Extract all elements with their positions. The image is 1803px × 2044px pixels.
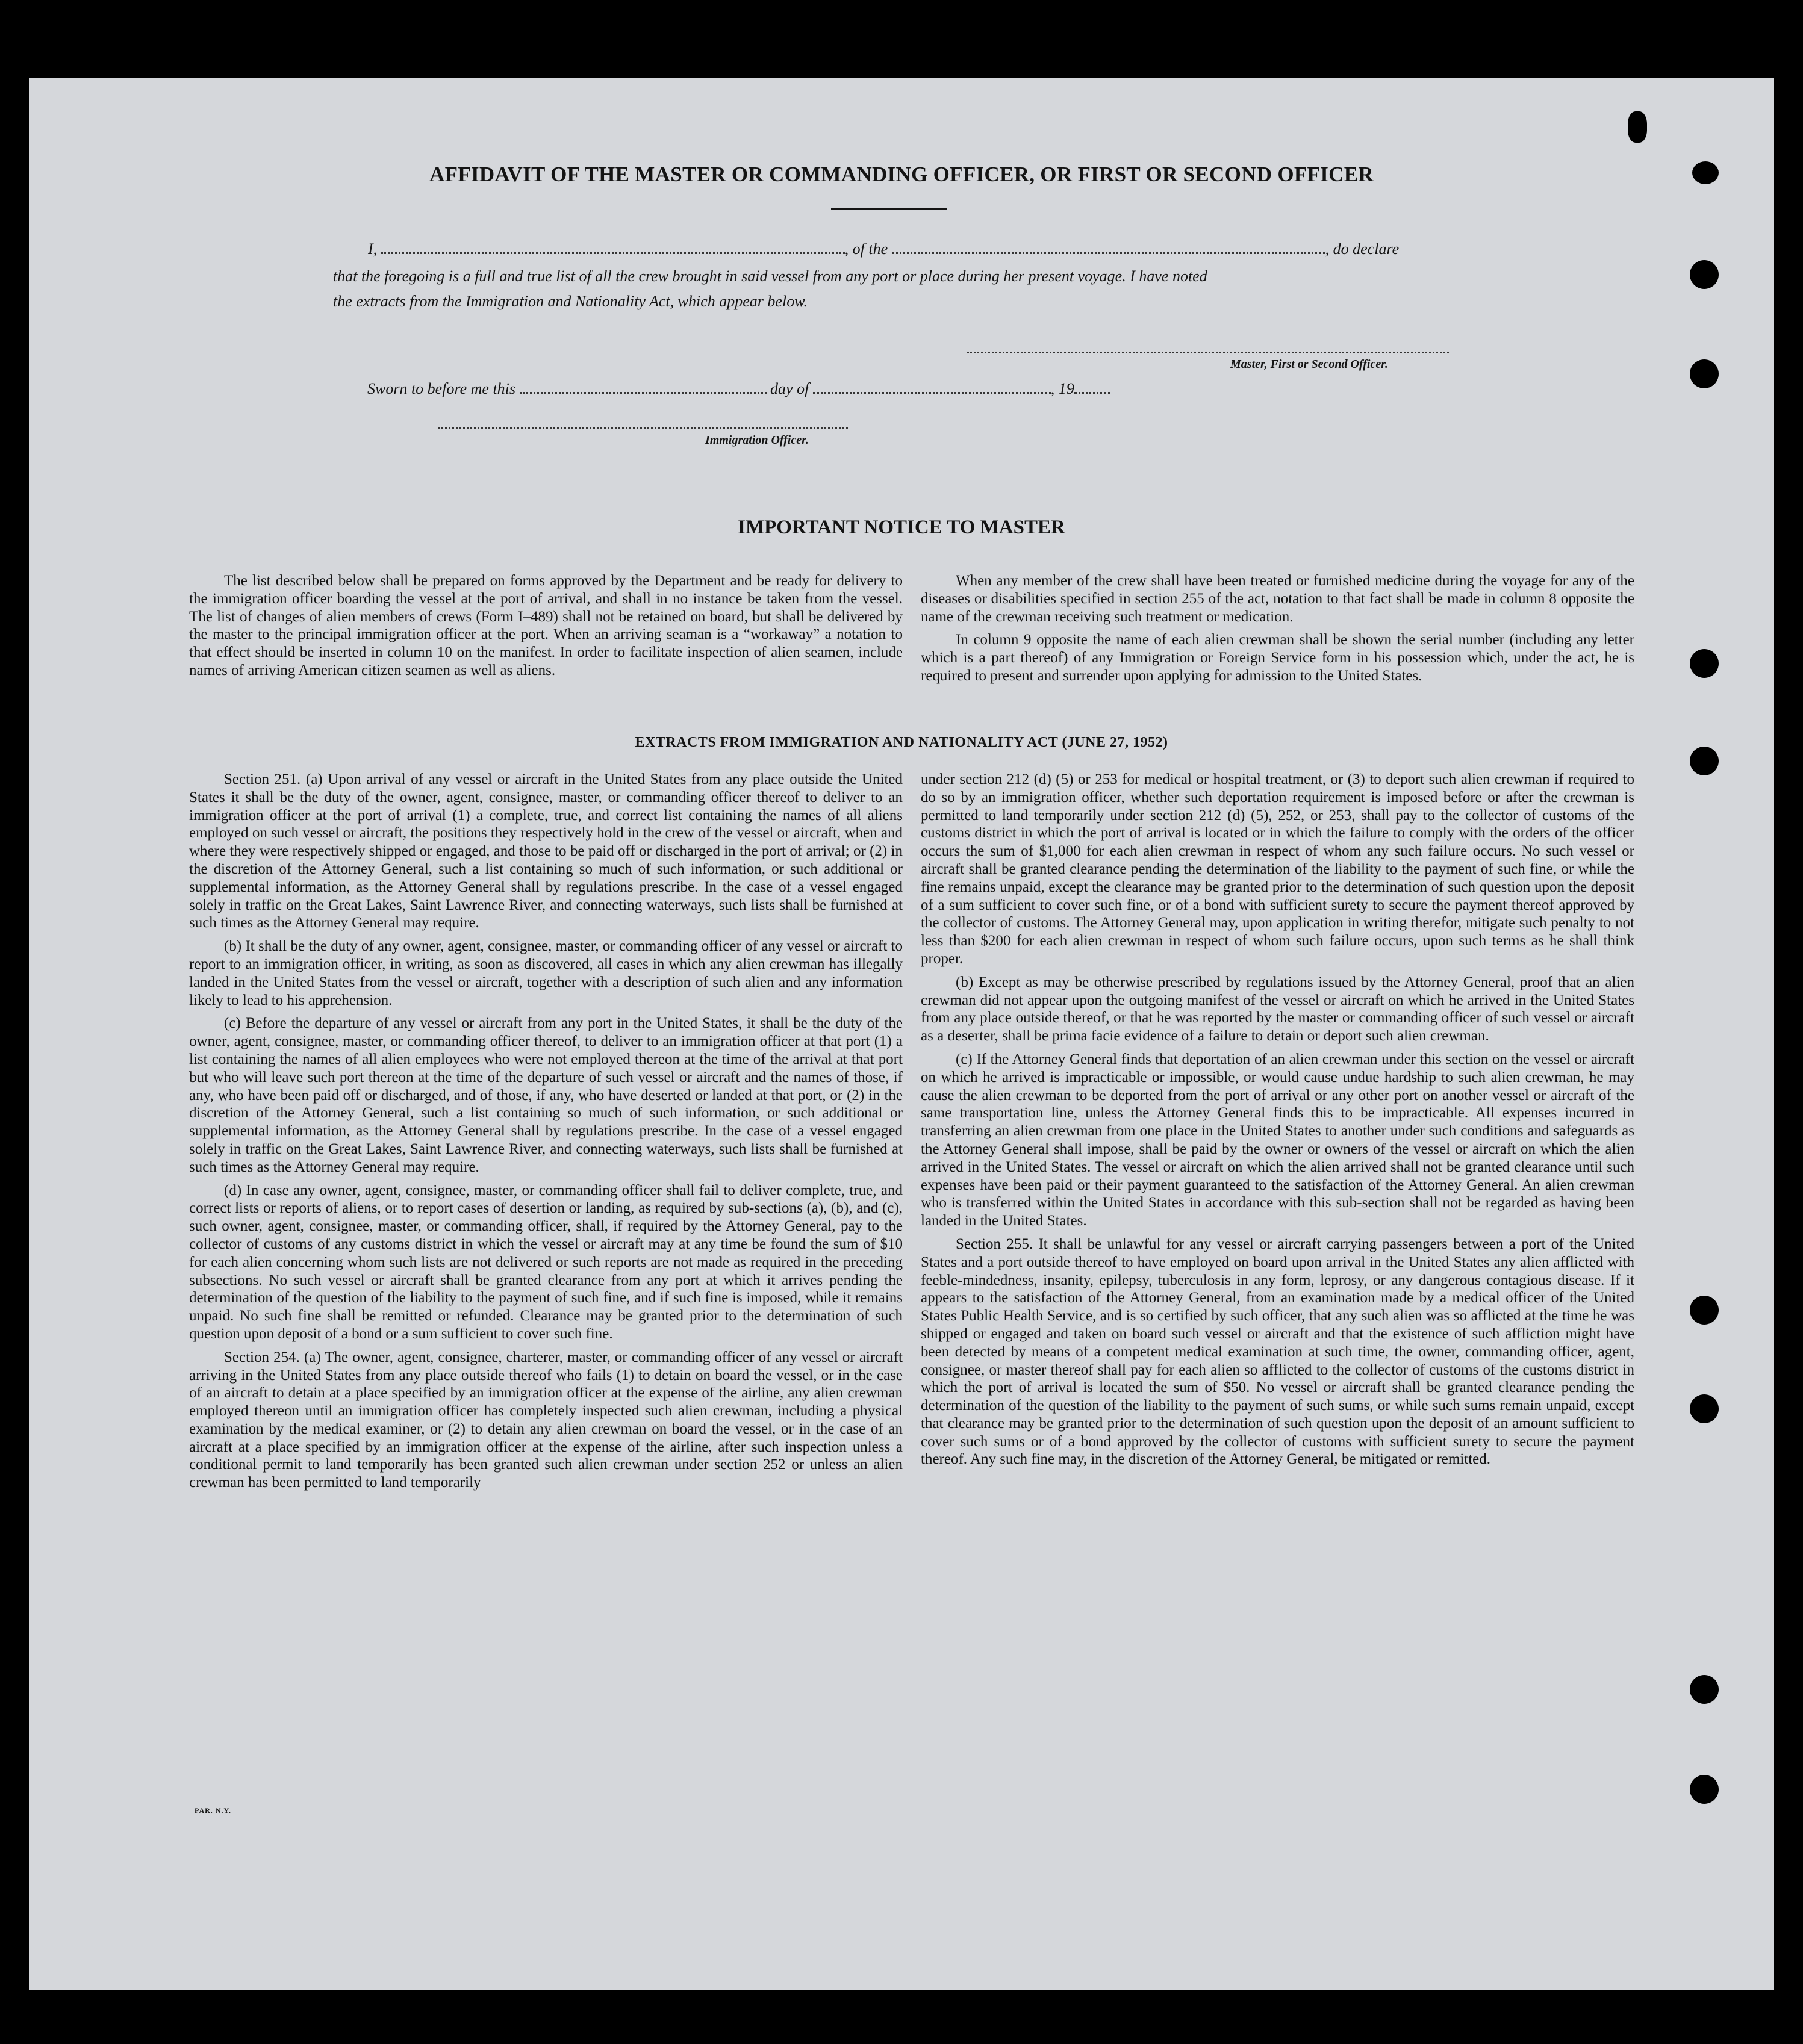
notice-right-paragraph-2: In column 9 opposite the name of each alien crewman shall be shown the serial number (including any letter which is a part thereof) of any Immigration or Foreign Service form in his possession which, under the act, he is required to present and surrender upon applying for admission to the United States. bbox=[921, 632, 1634, 684]
punch-hole bbox=[1690, 649, 1719, 678]
vessel-blank[interactable] bbox=[892, 252, 1325, 254]
notice-title: IMPORTANT NOTICE TO MASTER bbox=[738, 517, 1065, 538]
sworn-year: , 19 bbox=[1050, 380, 1074, 397]
punch-hole bbox=[1690, 1394, 1719, 1423]
notice-left-column bbox=[189, 572, 903, 685]
declaration-line-1 bbox=[368, 236, 1399, 262]
punch-hole bbox=[1690, 747, 1719, 775]
declaration-of-the: , of the bbox=[844, 240, 888, 258]
officer-signature-line[interactable] bbox=[438, 427, 848, 429]
sworn-day-blank[interactable] bbox=[520, 391, 767, 394]
extracts-right-column bbox=[921, 771, 1634, 1474]
section-254a: Section 254. (a) The owner, agent, consignee, charterer, master, or commanding officer of any vessel or aircraft arriving in the United States from any place outside thereof who fails (1) to detain on board the vessel, or in the case of an aircraft to detain at a place specified by an immigration officer at the expense of the airline, any alien crewman employed thereon until an immigration officer has completely inspected such alien crewman, including a physical examination by the medical examiner, or (2) to detain any alien crewman on board the vessel, or in the case of an aircraft at a place specified by an immigration officer at the expense of the airline, after such inspection unless a conditional permit to land temporarily has been granted such alien crewman under section 252 or unless an alien crewman has been permitted to land temporarily bbox=[189, 1349, 903, 1491]
section-251d: (d) In case any owner, agent, consignee, master, or commanding officer shall fail to deliver complete, true, and correct lists or reports of aliens, or to report cases of desertion or landing, as required by sub-sections (a), (b), and (c), such owner, agent, consignee, master, or commanding officer, shall, if required by the Attorney General, pay to the collector of customs of any customs district in which the vessel or aircraft may at any time be found the sum of $10 for each alien concerning whom such lists are not delivered or such reports are not made as required in the preceding subsections. No such vessel or aircraft shall be granted clearance from any port at which it arrives pending the determination of the question of the liability to the payment of such fine, and if such fine is imposed, while it remains unpaid. No such fine shall be remitted or refunded. Clearance may be granted prior to the determination of such question upon deposit of a bond or a sum sufficient to cover such fine. bbox=[189, 1182, 903, 1342]
section-254b: (b) Except as may be otherwise prescribed by regulations issued by the Attorney General, proof that an alien crewman did not appear upon the outgoing manifest of the vessel or aircraft on which he arrived in the United States from any place outside thereof, or that he was reported by the master or commanding officer of such vessel or aircraft as a deserter, shall be prima facie evidence of a failure to detain or deport such alien crewman. bbox=[921, 974, 1634, 1045]
sworn-month-blank[interactable] bbox=[813, 391, 1051, 394]
officer-signature-label: Immigration Officer. bbox=[705, 433, 809, 447]
section-254c: (c) If the Attorney General finds that deportation of an alien crewman under this section on the vessel or aircraft on which he arrived is impracticable or impossible, or would cause undue hardship to such alien crewman, he may cause the alien crewman to be deported from the port of arrival or any other port on another vessel or aircraft of the same transportation line, unless the Attorney General finds this to be impracticable. All expenses incurred in transferring an alien crewman from one place in the United States to another under such conditions and safeguards as the Attorney General shall impose, shall be paid by the owner or owners of the vessel or aircraft on which the alien arrived in the United States. The vessel or aircraft on which the alien arrived shall not be granted clearance until such expenses have been paid or their payment guaranteed to the satisfaction of the Attorney General. An alien crewman who is transferred within the United States in accordance with this sub-section shall not be regarded as having been landed in the United States. bbox=[921, 1051, 1634, 1229]
punch-hole bbox=[1690, 1296, 1719, 1325]
section-251b: (b) It shall be the duty of any owner, agent, consignee, master, or commanding officer of any vessel or aircraft to report to an immigration officer, in writing, as soon as discovered, all cases in which any alien crewman has illegally landed in the United States from the vessel or aircraft, together with a description of such alien and any information likely to lead to his apprehension. bbox=[189, 938, 903, 1008]
section-251c: (c) Before the departure of any vessel or aircraft from any port in the United States, it shall be the duty of the owner, agent, consignee, master, or commanding officer thereof, to deliver to an immigration officer at that port (1) a list containing the names of all alien employees who were not employed thereon at the time of the arrival at that port but who will leave such port thereon at the time of the departure of such vessel or aircraft and the names of those, if any, who have been paid off or discharged, and of those, if any, who have deserted or landed at that port, or (2) in the discretion of the Attorney General, such a list containing so much of such information, or such additional or supplemental information, as the Attorney General shall by regulations prescribe. In the case of a vessel engaged solely in traffic on the Great Lakes, Saint Lawrence River, and connecting waterways, such lists shall be furnished at such times as the Attorney General may require. bbox=[189, 1015, 903, 1175]
notice-left-paragraph: The list described below shall be prepared on forms approved by the Department and be ready for delivery to the immigration officer boarding the vessel at the port of arrival, and shall in no instance be taken from the vessel. The list of changes of alien members of crews (Form I–489) shall not be retained on board, but shall be delivered by the master to the principal immigration officer at the port. When an arriving seaman is a “workaway” a notation to that effect should be inserted in column 10 on the manifest. In order to facilitate inspection of alien seamen, include names of arriving American citizen seamen as well as aliens. bbox=[189, 573, 903, 679]
sworn-line bbox=[367, 376, 1110, 402]
declaration-i: I, bbox=[368, 240, 378, 258]
master-signature-label: Master, First or Second Officer. bbox=[1230, 358, 1388, 371]
punch-hole bbox=[1690, 359, 1719, 388]
printer-mark: PAR. N.Y. bbox=[195, 1806, 232, 1815]
declaration-line-3: the extracts from the Immigration and Nationality Act, which appear below. bbox=[333, 293, 808, 310]
affidavit-title: AFFIDAVIT OF THE MASTER OR COMMANDING OFFICER, OR FIRST OR SECOND OFFICER bbox=[429, 163, 1374, 186]
declaration-declare: , do declare bbox=[1325, 240, 1400, 258]
master-signature-line[interactable] bbox=[967, 352, 1449, 353]
document-page bbox=[29, 78, 1774, 1990]
declaration-line-2: that the foregoing is a full and true list of all the crew brought in said vessel from any port or place during her present voyage. I have noted bbox=[333, 267, 1207, 285]
title-underline bbox=[831, 208, 947, 210]
sworn-day-of: day of bbox=[770, 380, 809, 397]
punch-hole bbox=[1690, 260, 1719, 289]
notice-right-column bbox=[921, 572, 1634, 691]
notice-right-paragraph-1: When any member of the crew shall have been treated or furnished medicine during the voyage for any of the diseases or disabilities specified in section 255 of the act, notation to that fact shall be made in column 8 opposite the name of the crewman receiving such treatment or medication. bbox=[921, 573, 1634, 625]
section-251a: Section 251. (a) Upon arrival of any vessel or aircraft in the United States from any place outside the United States it shall be the duty of the owner, agent, consignee, master, or commanding officer thereof to deliver to an immigration officer at the port of arrival (1) a complete, true, and correct list containing the names of all aliens employed on such vessel or aircraft, the positions they respectively hold in the crew of the vessel or aircraft, when and where they were respectively shipped or engaged, and those to be paid off or discharged in the port of arrival; or (2) in the discretion of the Attorney General, such a list containing so much of such information, or such additional or supplemental information, as the Attorney General shall by regulations prescribe. In the case of a vessel engaged solely in traffic on the Great Lakes, Saint Lawrence River, and connecting waterways, such lists shall be furnished at such times as the Attorney General may require. bbox=[189, 771, 903, 931]
sworn-prefix: Sworn to before me this bbox=[367, 380, 516, 397]
punch-hole bbox=[1690, 1775, 1719, 1804]
extracts-left-column bbox=[189, 771, 903, 1497]
punch-hole bbox=[1690, 1675, 1719, 1704]
name-blank[interactable] bbox=[381, 252, 845, 254]
punch-hole bbox=[1692, 161, 1719, 184]
punch-hole bbox=[1628, 111, 1647, 143]
sworn-year-blank[interactable] bbox=[1074, 391, 1110, 394]
extracts-title: EXTRACTS FROM IMMIGRATION AND NATIONALITY ACT (JUNE 27, 1952) bbox=[635, 735, 1168, 750]
section-255: Section 255. It shall be unlawful for any vessel or aircraft carrying passengers between a port of the United States and a port outside thereof to have employed on board upon arrival in the United States any alien afflicted with feeble-mindedness, insanity, epilepsy, tuberculosis in any form, leprosy, or any dangerous contagious disease. If it appears to the satisfaction of the Attorney General, from an examination made by a medical officer of the United States Public Health Service, and is so certified by such officer, that any such alien was so afflicted at the time he was shipped or engaged and taken on board such vessel or aircraft and that the existence of such affliction might have been detected by means of a competent medical examination at such time, the owner, commanding officer, agent, consignee, or master thereof shall pay for each alien so afflicted to the collector of customs of the customs district in which the port of arrival is located the sum of $50. No vessel or aircraft shall be granted clearance pending the determination of the question of the liability to the payment of such sums, or while such sums remain unpaid, except that clearance may be granted prior to the determination of such question upon the deposit of an amount sufficient to cover such sums or of a bond approved by the collector of customs with sufficient surety to secure the payment thereof. Any such fine may, in the discretion of the Attorney General, be mitigated or remitted. bbox=[921, 1235, 1634, 1468]
section-254a-continued: under section 212 (d) (5) or 253 for medical or hospital treatment, or (3) to deport such alien crewman if required to do so by an immigration officer, whether such deportation requirement is imposed before or after the crewman is permitted to land temporarily under section 212 (d) (5), 252, or 253, shall pay to the collector of customs of the customs district in which the port of arrival is located or in which the failure to comply with the orders of the officer occurs the sum of $1,000 for each alien crewman in respect of whom any such failure occurs. No such vessel or aircraft shall be granted clearance pending the determination of the liability to the payment of such fine, or while the fine remains unpaid, except the clearance may be granted prior to the determination of such question upon the deposit of a sum sufficient to cover such fine, or of a bond with sufficient surety to secure the payment thereof approved by the collector of customs. The Attorney General may, upon application in writing therefor, mitigate such penalty to not less than $200 for each alien crewman in respect of whom such failure occurs, upon such terms as he shall think proper. bbox=[921, 771, 1634, 967]
